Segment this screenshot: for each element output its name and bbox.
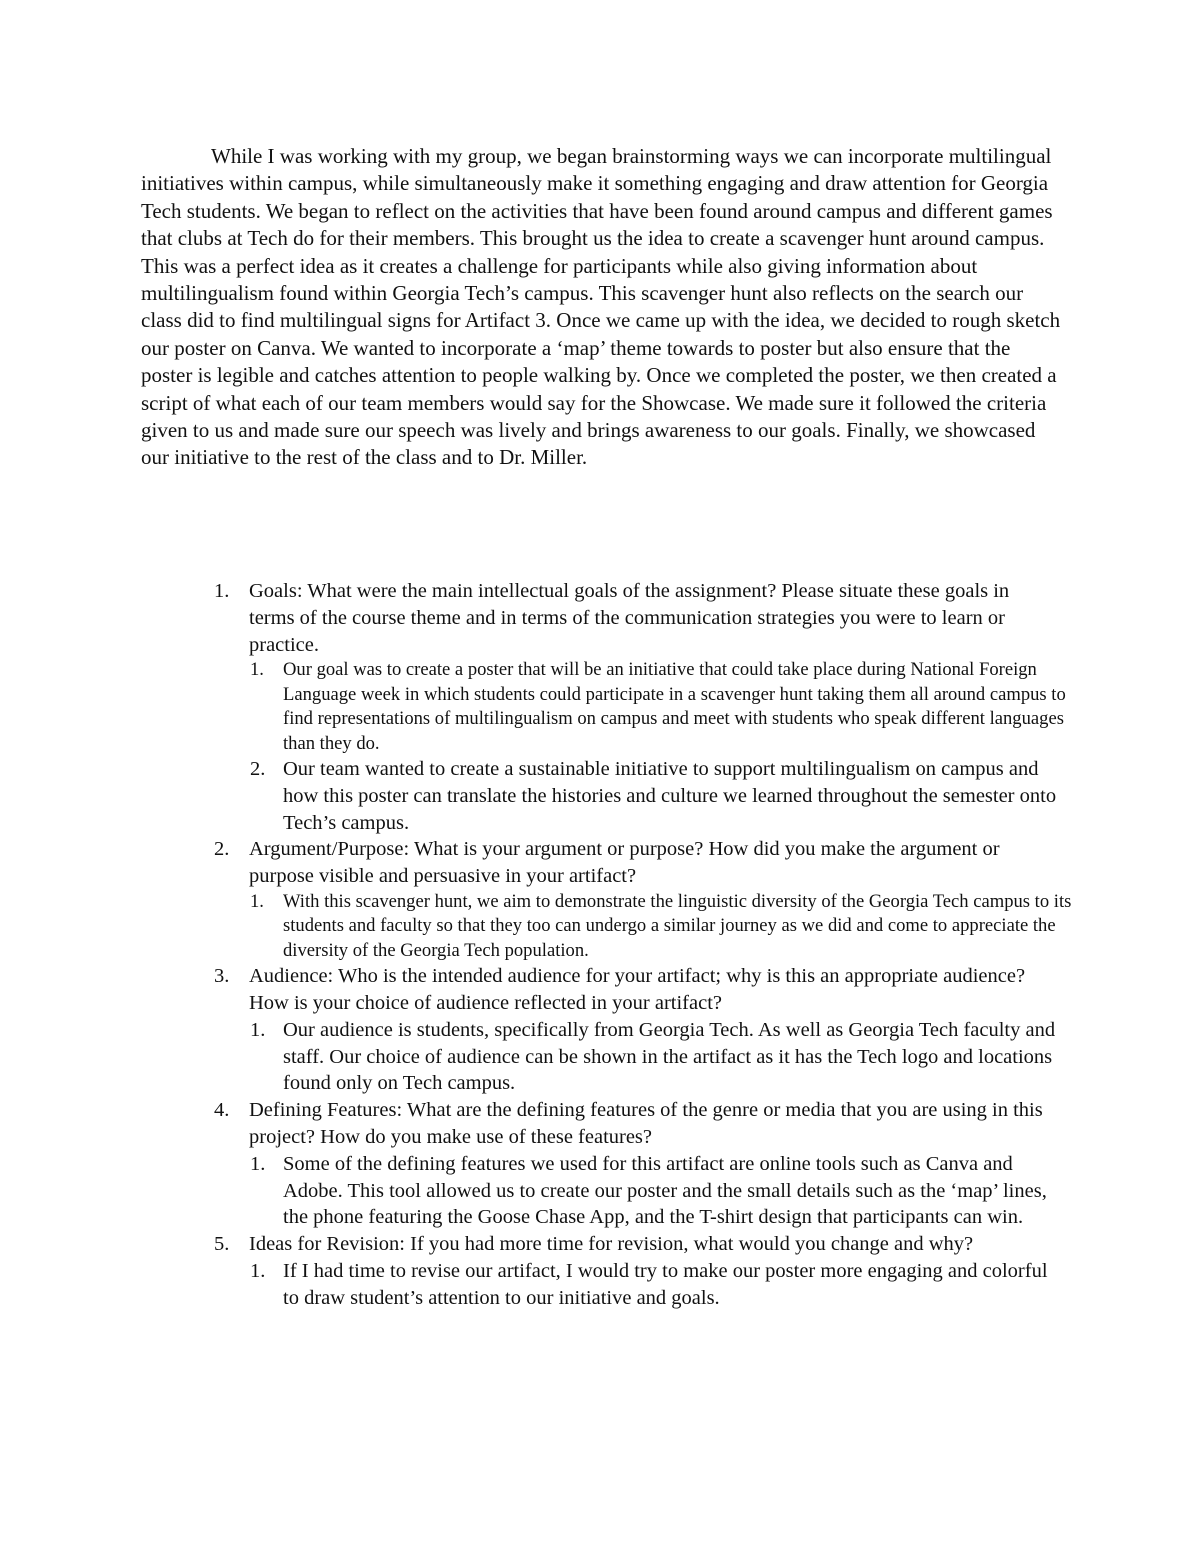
answer-text: Our goal was to create a poster that will be an initiative that could take place during National Foreign Language week in which students could participate in a scavenger hunt taking them all around campus to find representations of multilingualism on campus and meet with students who speak different languages than they do. bbox=[283, 659, 1066, 754]
answer-list bbox=[0, 1258, 1200, 1312]
answer-item bbox=[0, 658, 1200, 756]
question-text: Argument/Purpose: What is your argument or purpose? How did you make the argument or purpose visible and persuasive in your artifact? bbox=[249, 838, 1000, 888]
question-number: 2. bbox=[214, 838, 230, 861]
answer-number: 1. bbox=[250, 659, 264, 681]
answer-number: 1. bbox=[250, 1259, 266, 1282]
answer-list bbox=[0, 890, 1200, 963]
answer-text: Our team wanted to create a sustainable initiative to support multilingualism on campus and how this poster can translate the histories and culture we learned throughout the semester onto Tech’s campus. bbox=[283, 758, 1057, 834]
question-item-argument bbox=[0, 836, 1200, 963]
answer-text: Our audience is students, specifically from Georgia Tech. As well as Georgia Tech faculty and staff. Our choice of audience can be shown in the artifact as it has the Tech logo and locations found only on Tech campus. bbox=[283, 1018, 1056, 1095]
answer-text: With this scavenger hunt, we aim to demonstrate the linguistic diversity of the Georgia Tech campus to its students and faculty so that they too can undergo a similar journey as we did and come to appreciate the diversity of the Georgia Tech population. bbox=[283, 891, 1072, 961]
answer-item bbox=[0, 890, 1200, 963]
answer-list bbox=[0, 1017, 1200, 1097]
answer-text: If I had time to revise our artifact, I would try to make our poster more engaging and colorful to draw student’s attention to our initiative and goals. bbox=[283, 1259, 1048, 1309]
answer-item bbox=[0, 1258, 1200, 1312]
question-number: 1. bbox=[214, 580, 230, 602]
question-item-goals bbox=[0, 578, 1200, 836]
answer-item bbox=[0, 756, 1200, 836]
answer-item bbox=[0, 1017, 1200, 1097]
question-number: 3. bbox=[214, 965, 230, 988]
answer-list bbox=[0, 658, 1200, 836]
question-number: 5. bbox=[214, 1233, 230, 1256]
question-item-audience bbox=[0, 963, 1200, 1097]
answer-number: 1. bbox=[250, 891, 264, 912]
answer-item bbox=[0, 1151, 1200, 1231]
question-text: Ideas for Revision: If you had more time for revision, what would you change and why? bbox=[249, 1233, 974, 1256]
question-text: Goals: What were the main intellectual goals of the assignment? Please situate these goals in terms of the course theme and in terms of the communication strategies you were to learn or practice. bbox=[249, 580, 1010, 656]
question-item-revision bbox=[0, 1231, 1200, 1311]
question-number: 4. bbox=[214, 1099, 230, 1122]
answer-number: 1. bbox=[250, 1018, 266, 1041]
question-text: Defining Features: What are the defining features of the genre or media that you are using in this project? How do you make use of these features? bbox=[249, 1099, 1043, 1148]
answer-number: 1. bbox=[250, 1152, 266, 1175]
question-item-defining-features bbox=[0, 1097, 1200, 1231]
reflection-questions-list bbox=[0, 578, 1200, 1312]
question-text: Audience: Who is the intended audience for your artifact; why is this an appropriate audience? How is your choice of audience reflected in your artifact? bbox=[249, 965, 1026, 1015]
answer-text: Some of the defining features we used for this artifact are online tools such as Canva and Adobe. This tool allowed us to create our poster and the small details such as the ‘map’ lines, the phone featuring the Goose Chase App, and the T-shirt design that participants can win. bbox=[283, 1152, 1047, 1229]
answer-list bbox=[0, 1151, 1200, 1231]
intro-paragraph: While I was working with my group, we began brainstorming ways we can incorporate multilingual initiatives within campus, while simultaneously make it something engaging and draw attention for Georgia Tech students. We began to reflect on the activities that have been found around campus and different games that clubs at Tech do for their members. This brought us the idea to create a scavenger hunt around campus. This was a perfect idea as it creates a challenge for participants while also giving information about multilingualism found within Georgia Tech’s campus. This scavenger hunt also reflects on the search our class did to find multilingual signs for Artifact 3. Once we came up with the idea, we decided to rough sketch our poster on Canva. We wanted to incorporate a ‘map’ theme towards to poster but also ensure that the poster is legible and catches attention to people walking by. Once we completed the poster, we then created a script of what each of our team members would say for the Showcase. We made sure it followed the criteria given to us and made sure our speech was lively and brings awareness to our goals. Finally, we showcased our initiative to the rest of the class and to Dr. Miller. bbox=[141, 144, 1061, 470]
answer-number: 2. bbox=[250, 758, 266, 781]
